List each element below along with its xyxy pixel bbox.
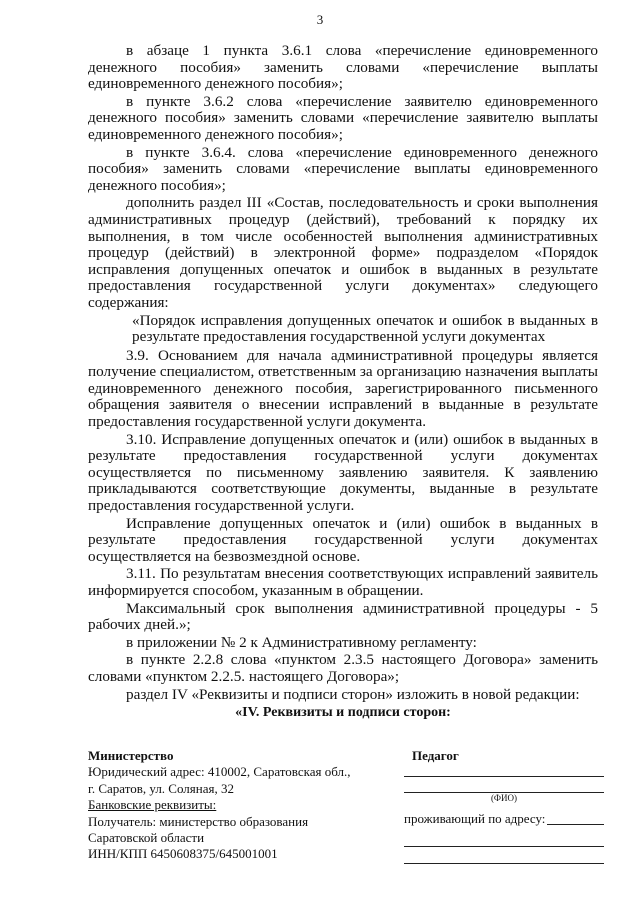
- paragraph: Исправление допущенных опечаток и (или) ошибок в выданных в результате предоставления государственной услуги документах осуществляется на безвозмездной основе.: [88, 514, 598, 565]
- signature-line: [404, 776, 604, 777]
- bank-details-heading: Банковские реквизиты:: [88, 797, 217, 813]
- ministry-heading: Министерство: [88, 748, 174, 763]
- teacher-heading: Педагог: [412, 748, 459, 763]
- paragraph: в приложении № 2 к Административному регламенту:: [126, 633, 477, 651]
- paragraph: раздел IV «Реквизиты и подписи сторон» изложить в новой редакции:: [126, 685, 580, 703]
- legal-address-line: Юридический адрес: 410002, Саратовская обл.,: [88, 764, 351, 780]
- address-line: [404, 863, 604, 864]
- section-heading: «IV. Реквизиты и подписи сторон:: [235, 705, 451, 721]
- address-blank: [547, 824, 604, 825]
- recipient-line: Получатель: министерство образования: [88, 813, 309, 829]
- document-body: [88, 43, 598, 722]
- fio-caption: (ФИО): [490, 793, 518, 804]
- address-label: проживающий по адресу:: [404, 811, 546, 827]
- paragraph: в абзаце 1 пункта 3.6.1 слова «перечисление единовременного денежного пособия» заменить словами «перечисление выплаты единовременного денежного пособия»;: [88, 42, 598, 93]
- paragraph: 3.9. Основанием для начала административной процедуры является получение специалистом, ответственным за организацию назначения выплаты единовременного денежного пособия, зарегистрированного письменного обращения заявителя о внесении исправлений в выданные в результате предоставления государственной услуги документа.: [88, 346, 598, 431]
- ministry-column: [88, 748, 388, 863]
- paragraph: 3.10. Исправление допущенных опечаток и (или) ошибок в выданных в результате предоставления государственной услуги документах осуществляется по письменному заявлению заявителя. К заявлению прикладываются соответствующие документы, выданные в результате предоставления государственной услуги.: [88, 430, 598, 515]
- legal-address-line: г. Саратов, ул. Соляная, 32: [88, 780, 234, 796]
- requisites-block: [88, 748, 608, 898]
- address-line: [404, 846, 604, 847]
- page-number: 3: [316, 12, 324, 27]
- paragraph: Максимальный срок выполнения административной процедуры - 5 рабочих дней.»;: [88, 599, 598, 634]
- subsection-title: «Порядок исправления допущенных опечаток и ошибок в выданных в результате предоставления государственной услуги документах: [132, 311, 598, 346]
- paragraph: дополнить раздел III «Состав, последовательность и сроки выполнения административных процедур (действий), требований к порядку их выполнения, в том числе особенностей выполнения административных процедур (действий) в электронной форме» подразделом «Порядок исправления допущенных опечаток и ошибок в выданных в результате предоставления государственной услуги документах» следующего содержания:: [88, 194, 598, 311]
- inn-kpp: ИНН/КПП 6450608375/645001001: [88, 846, 278, 862]
- teacher-column: [404, 748, 604, 864]
- paragraph: в пункте 2.2.8 слова «пунктом 2.3.5 настоящего Договора» заменить словами «пунктом 2.2.5. настоящего Договора»;: [88, 651, 598, 685]
- paragraph: 3.11. По результатам внесения соответствующих исправлений заявитель информируется способом, указанным в обращении.: [88, 565, 598, 599]
- address-field: [404, 811, 604, 827]
- recipient-line: Саратовской области: [88, 830, 205, 846]
- paragraph: в пункте 3.6.4. слова «перечисление единовременного денежного пособия» заменить словами «перечисление выплаты единовременного денежного пособия»;: [88, 143, 598, 194]
- paragraph: в пункте 3.6.2 слова «перечисление заявителю единовременного денежного пособия» заменить словами «перечисление заявителю выплаты единовременного денежного пособия»;: [88, 92, 598, 143]
